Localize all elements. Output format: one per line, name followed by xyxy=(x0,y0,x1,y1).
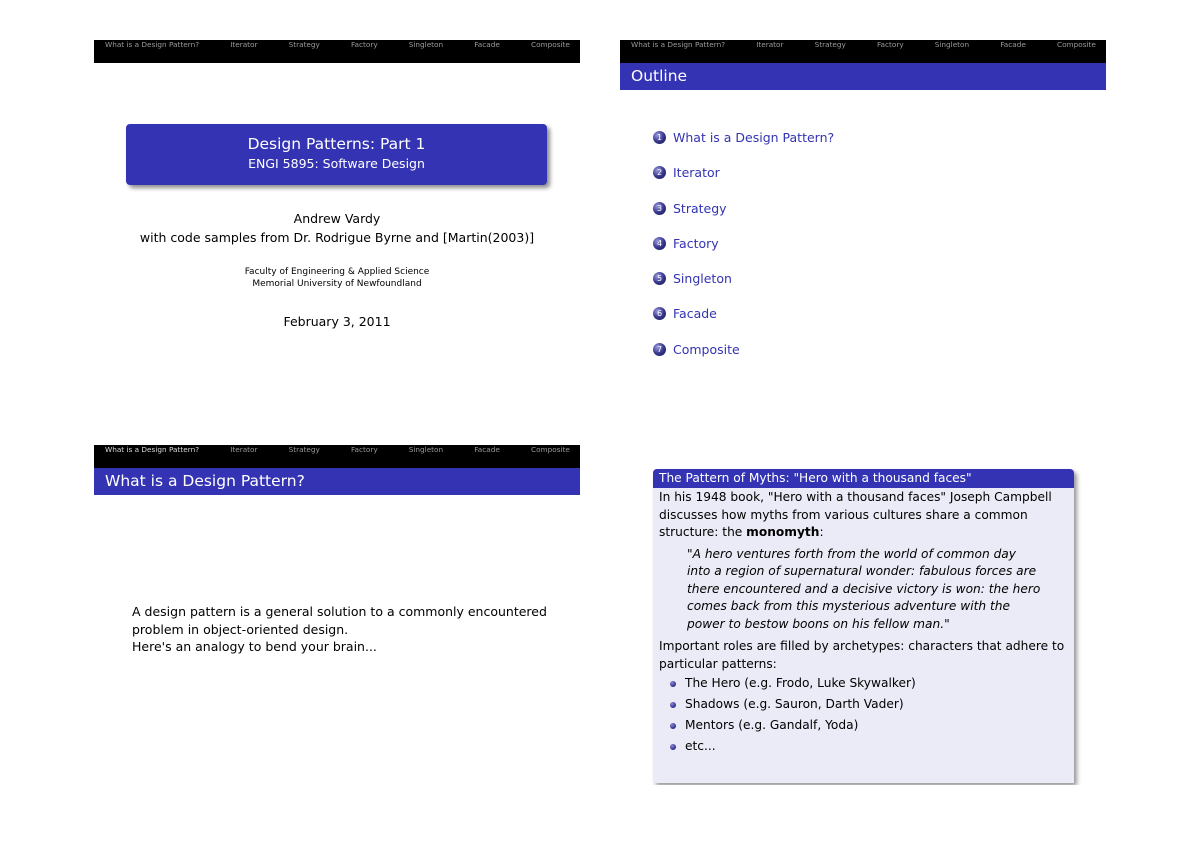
roles-line-2: particular patterns: xyxy=(659,656,777,671)
intro-line-2: discusses how myths from various cultures share a common xyxy=(659,507,1028,522)
number-ball-icon: 3 xyxy=(653,202,666,215)
institute-line-1: Faculty of Engineering & Applied Science xyxy=(244,267,430,277)
list-item-text: The Hero (e.g. Frodo, Luke Skywalker) xyxy=(685,675,916,690)
number-ball-icon: 5 xyxy=(653,272,666,285)
outline-item-label: Composite xyxy=(673,341,740,357)
nav-item-singleton[interactable]: Singleton xyxy=(408,40,444,49)
bullet-icon xyxy=(670,723,676,729)
number-ball-icon: 7 xyxy=(653,343,666,356)
slide-title xyxy=(94,40,580,380)
nav-item-factory[interactable]: Factory xyxy=(876,40,904,49)
intro-suffix: : xyxy=(819,525,824,539)
outline-item[interactable] xyxy=(653,305,717,321)
quote-line: into a region of supernatural wonder: fabulous forces are xyxy=(687,564,1037,578)
definition-text xyxy=(132,603,547,656)
nav-item-strategy[interactable]: Strategy xyxy=(288,445,320,454)
frame-title: Outline xyxy=(620,63,1106,90)
number-ball-icon: 1 xyxy=(653,131,666,144)
nav-item-singleton[interactable]: Singleton xyxy=(408,445,444,454)
list-item xyxy=(670,694,1069,715)
intro-prefix: structure: the xyxy=(659,525,747,539)
number-ball-icon: 6 xyxy=(653,307,666,320)
nav-bar xyxy=(94,445,580,468)
outline-item[interactable] xyxy=(653,164,720,180)
quote-line: "A hero ventures forth from the world of common day xyxy=(687,546,1016,561)
definition-line-1: A design pattern is a general solution to a commonly encountered xyxy=(132,604,547,619)
presentation-subtitle: ENGI 5895: Software Design xyxy=(248,156,425,171)
bullet-icon xyxy=(670,744,676,750)
block-body xyxy=(653,488,1074,757)
myths-block xyxy=(653,469,1074,783)
definition-line-2: problem in object-oriented design. xyxy=(132,621,349,637)
number-ball-icon: 4 xyxy=(653,237,666,250)
outline-item-label: Singleton xyxy=(673,270,732,286)
nav-item-iterator[interactable]: Iterator xyxy=(230,445,258,454)
nav-item-design-pattern[interactable]: What is a Design Pattern? xyxy=(105,445,200,454)
slide-outline xyxy=(620,40,1106,380)
nav-item-facade[interactable]: Facade xyxy=(474,40,500,49)
nav-item-facade[interactable]: Facade xyxy=(1000,40,1026,49)
outline-item[interactable] xyxy=(653,341,740,357)
nav-item-composite[interactable]: Composite xyxy=(530,40,570,49)
outline-item[interactable] xyxy=(653,270,732,286)
title-box xyxy=(126,124,547,185)
list-item xyxy=(670,715,1069,736)
block-title: The Pattern of Myths: "Hero with a thousand faces" xyxy=(653,469,1074,488)
intro-line-1: In his 1948 book, "Hero with a thousand faces" Joseph Campbell xyxy=(659,490,1052,504)
outline-item-label: What is a Design Pattern? xyxy=(673,129,835,145)
slide-myths xyxy=(620,445,1106,785)
presentation-title: Design Patterns: Part 1 xyxy=(247,135,426,153)
quote-line: power to bestow boons on his fellow man." xyxy=(687,616,950,631)
nav-item-iterator[interactable]: Iterator xyxy=(230,40,258,49)
outline-item-label: Strategy xyxy=(673,200,727,216)
monomyth-term: monomyth xyxy=(746,525,820,539)
list-item-text: Mentors (e.g. Gandalf, Yoda) xyxy=(685,717,859,732)
list-item-text: Shadows (e.g. Sauron, Darth Vader) xyxy=(685,696,904,711)
outline-item[interactable] xyxy=(653,129,834,145)
list-item xyxy=(670,736,1069,757)
author-note: with code samples from Dr. Rodrigue Byrne and [Martin(2003)] xyxy=(139,230,535,245)
slide-what-is-pattern xyxy=(94,445,580,785)
bullet-icon xyxy=(670,702,676,708)
nav-item-factory[interactable]: Factory xyxy=(350,40,378,49)
number-ball-icon: 2 xyxy=(653,166,666,179)
archetype-list xyxy=(659,673,1069,757)
nav-item-composite[interactable]: Composite xyxy=(1056,40,1096,49)
nav-item-design-pattern[interactable]: What is a Design Pattern? xyxy=(105,40,200,49)
definition-line-3: Here's an analogy to bend your brain... xyxy=(132,639,377,654)
nav-item-factory[interactable]: Factory xyxy=(350,445,378,454)
nav-item-strategy[interactable]: Strategy xyxy=(814,40,846,49)
frame-title: What is a Design Pattern? xyxy=(94,468,580,495)
nav-item-facade[interactable]: Facade xyxy=(474,445,500,454)
institute-line-2: Memorial University of Newfoundland xyxy=(252,279,422,289)
nav-bar xyxy=(620,40,1106,63)
nav-bar xyxy=(94,40,580,63)
quote-line: comes back from this mysterious adventure with the xyxy=(687,599,1010,613)
nav-item-iterator[interactable]: Iterator xyxy=(756,40,784,49)
outline-item-label: Iterator xyxy=(673,164,720,180)
outline-item[interactable] xyxy=(653,235,719,251)
intro-line-3 xyxy=(659,524,1069,542)
list-item xyxy=(670,673,1069,694)
bullet-icon xyxy=(670,681,676,687)
date: February 3, 2011 xyxy=(283,314,391,329)
outline-item[interactable] xyxy=(653,200,727,216)
outline-item-label: Facade xyxy=(673,305,717,321)
quote-line: there encountered and a decisive victory is won: the hero xyxy=(687,581,1041,596)
author: Andrew Vardy xyxy=(293,211,381,226)
nav-item-strategy[interactable]: Strategy xyxy=(288,40,320,49)
list-item-text: etc... xyxy=(685,738,716,753)
outline-item-label: Factory xyxy=(673,235,719,251)
nav-item-design-pattern[interactable]: What is a Design Pattern? xyxy=(631,40,726,49)
nav-item-composite[interactable]: Composite xyxy=(530,445,570,454)
nav-item-singleton[interactable]: Singleton xyxy=(934,40,970,49)
roles-line-1: Important roles are filled by archetypes: characters that adhere to xyxy=(659,639,1065,653)
campbell-quote xyxy=(687,546,1069,634)
